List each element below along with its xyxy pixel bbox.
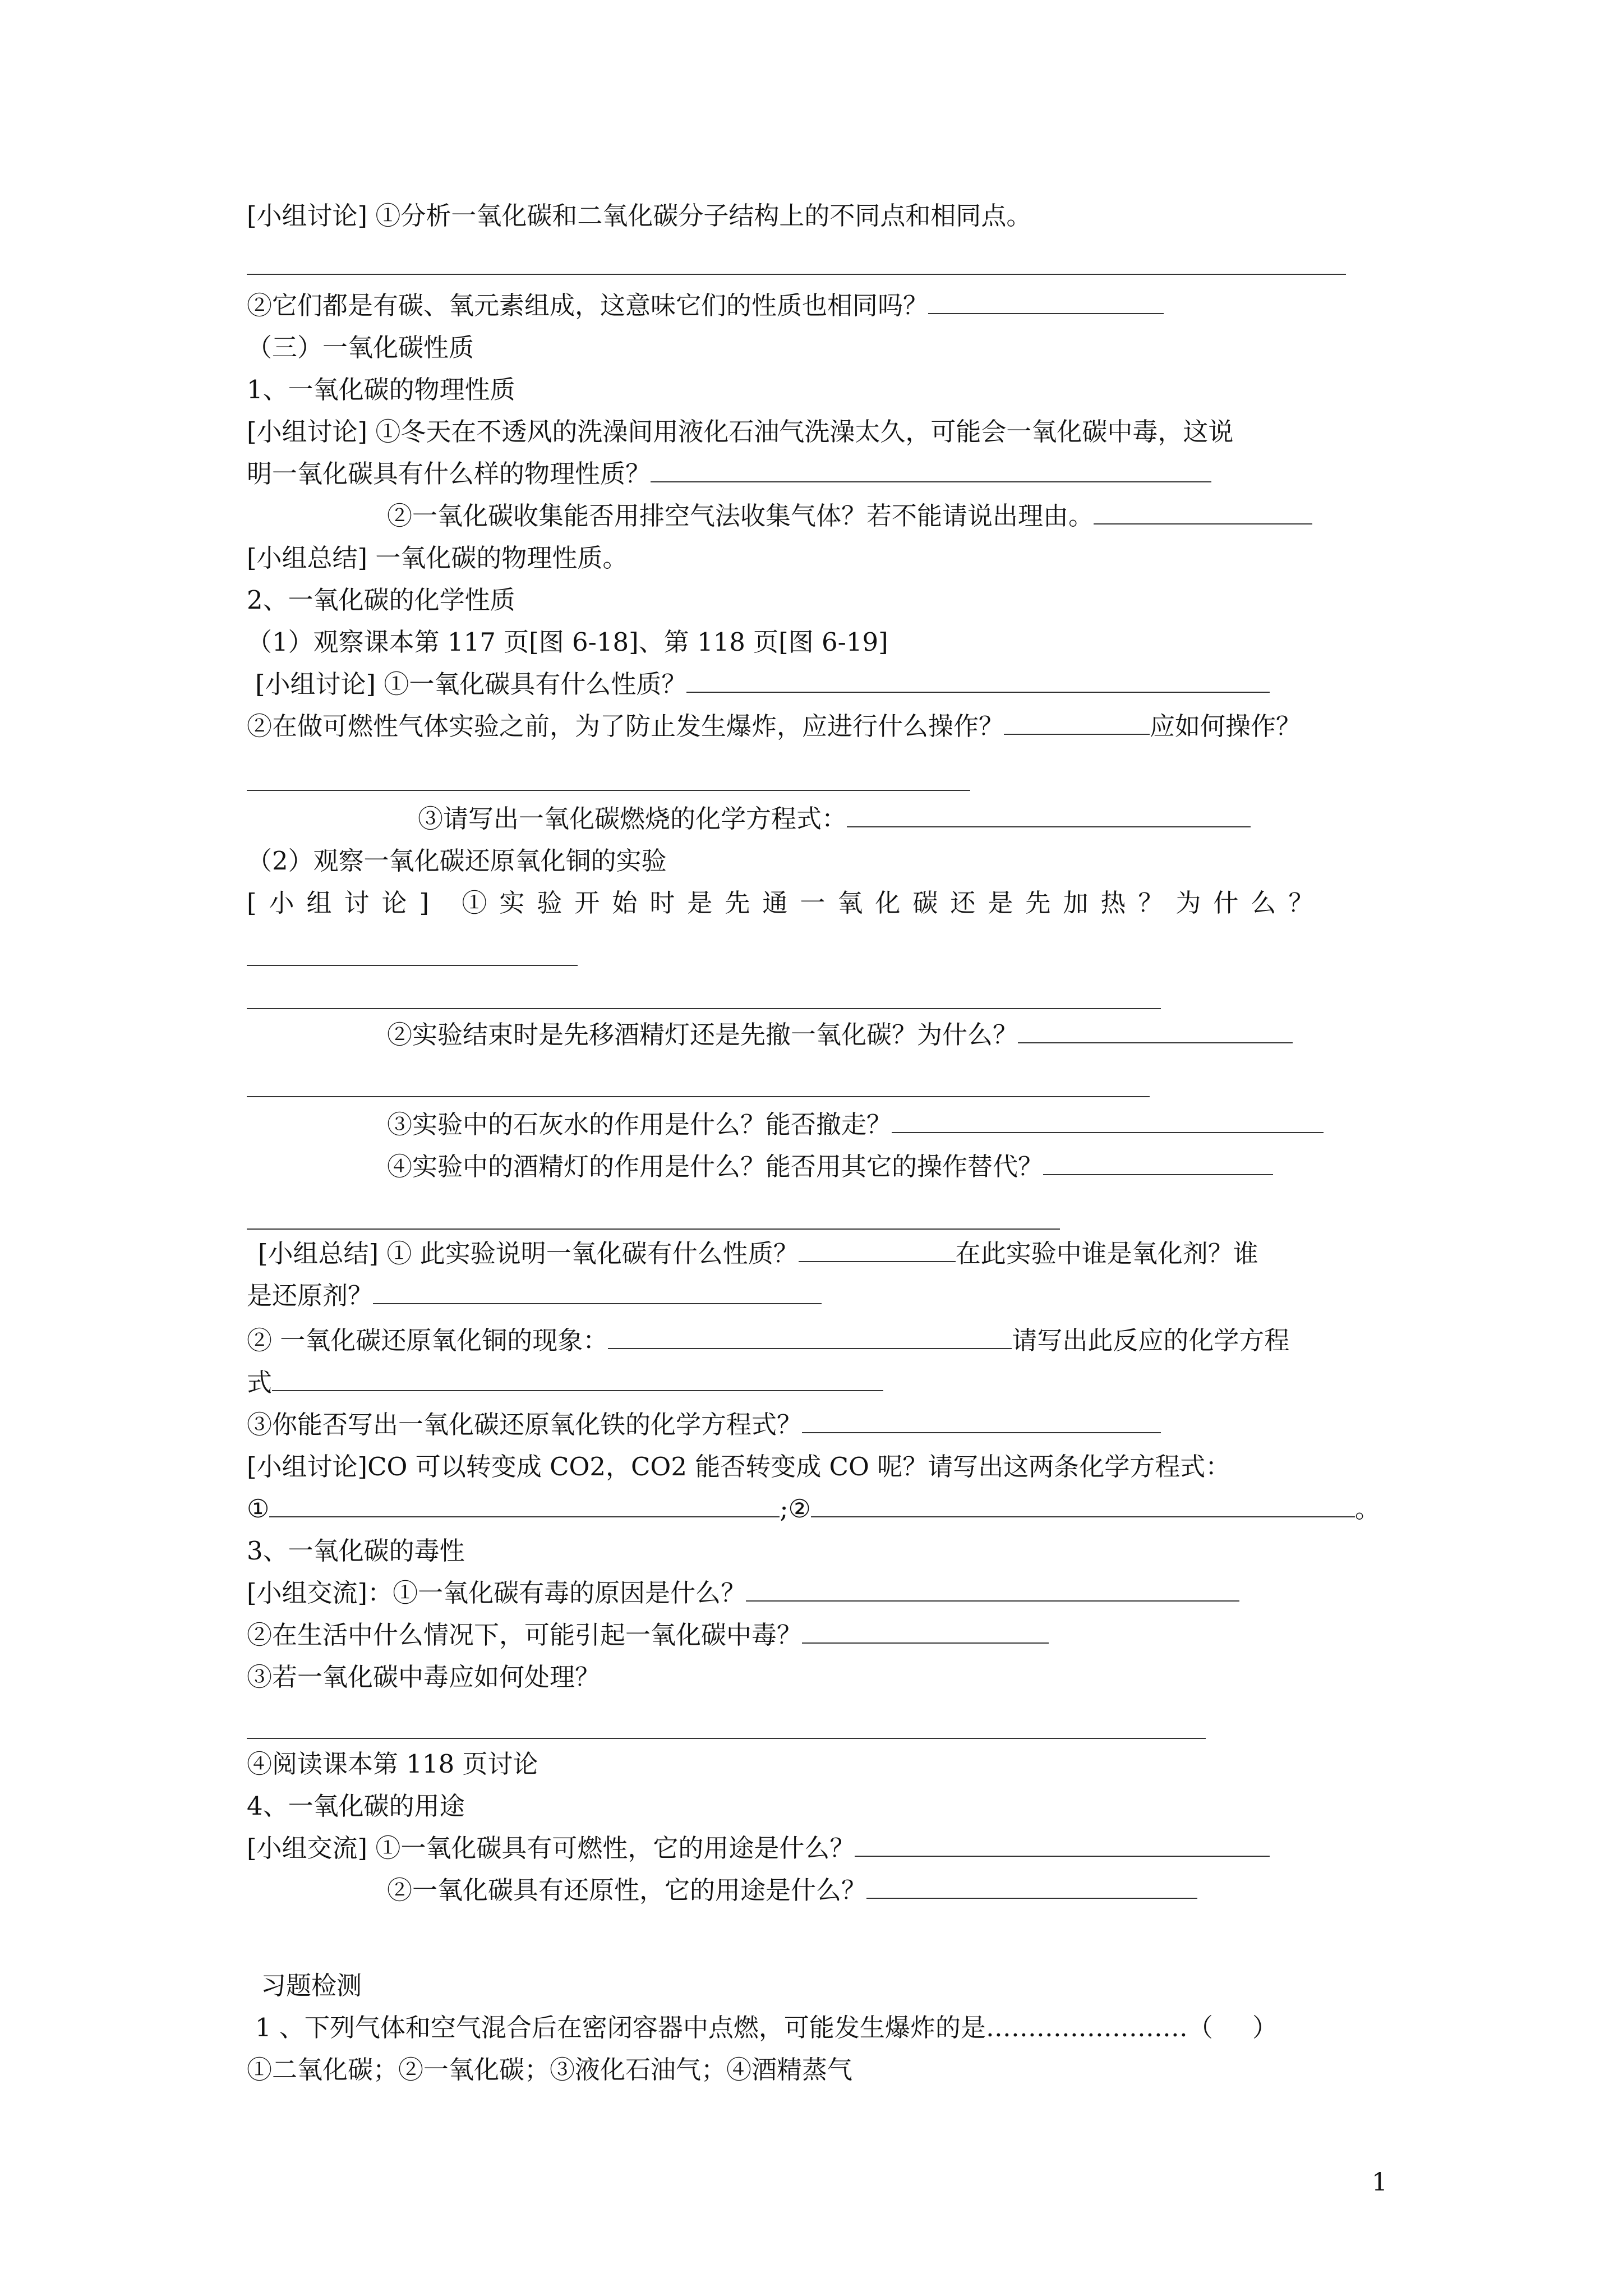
answer-blank[interactable]	[799, 1239, 956, 1262]
answer-blank[interactable]	[928, 291, 1164, 314]
answer-line[interactable]	[247, 1096, 1150, 1097]
exchange-combustibility-use: [小组交流] ①一氧化碳具有可燃性，它的用途是什么？	[247, 1832, 1270, 1865]
exchange-toxicity-cause: [小组交流]：①一氧化碳有毒的原因是什么？	[247, 1576, 1239, 1610]
exercise-question-1: 1 、下列气体和空气混合后在密闭容器中点燃，可能发生爆炸的是……………………（ ）	[255, 2013, 1278, 2042]
discussion-explosion-prevention: ②在做可燃性气体实验之前，为了防止发生爆炸，应进行什么操作？ 应如何操作？	[247, 711, 1302, 741]
discussion-lamp-role: ④实验中的酒精灯的作用是什么？能否用其它的操作替代？	[387, 1150, 1273, 1184]
answer-blank[interactable]	[373, 1281, 822, 1304]
exercise-heading: 习题检测	[261, 1971, 362, 2000]
answer-blank[interactable]	[686, 669, 1270, 693]
answer-blank[interactable]	[1004, 711, 1150, 735]
observe-textbook-figures: （1）观察课本第 117 页[图 6-18]、第 118 页[图 6-19]	[247, 627, 888, 657]
answer-blank[interactable]	[269, 1494, 780, 1517]
answer-line[interactable]	[247, 274, 1346, 275]
subsection-toxicity: 3、一氧化碳的毒性	[247, 1536, 465, 1566]
section-heading-co-properties: （三）一氧化碳性质	[247, 333, 474, 362]
answer-line[interactable]	[247, 1228, 1060, 1230]
exchange-poisoning-situation: ②在生活中什么情况下，可能引起一氧化碳中毒？	[247, 1618, 1049, 1652]
reduction-equation-line: 式	[247, 1366, 883, 1400]
iron-oxide-equation-line: ③你能否写出一氧化碳还原氧化铁的化学方程式？	[247, 1408, 1161, 1442]
exercise-question-1-options: ①二氧化碳；②一氧化碳；③液化石油气；④酒精蒸气	[247, 2055, 853, 2085]
discussion-combustion-equation: ③请写出一氧化碳燃烧的化学方程式：	[418, 802, 1251, 836]
answer-blank[interactable]	[855, 1833, 1270, 1857]
summary-reducing-agent: 是还原剂？	[247, 1279, 822, 1313]
read-textbook-discussion: ④阅读课本第 118 页讨论	[247, 1749, 538, 1779]
discussion-structure-line: [小组讨论] ①分析一氧化碳和二氧化碳分子结构上的不同点和相同点。	[247, 201, 1032, 231]
subsection-chemical-properties: 2、一氧化碳的化学性质	[247, 585, 515, 615]
subsection-uses: 4、一氧化碳的用途	[247, 1791, 465, 1821]
reduction-phenomenon-line: ② 一氧化碳还原氧化铜的现象： 请写出此反应的化学方程	[247, 1326, 1290, 1355]
answer-blank[interactable]	[802, 1620, 1049, 1644]
observe-reduction-experiment: （2）观察一氧化碳还原氧化铜的实验	[247, 846, 667, 876]
answer-line[interactable]	[247, 790, 970, 791]
answer-blank[interactable]	[651, 459, 1211, 482]
answer-blank[interactable]	[746, 1578, 1239, 1602]
discussion-properties-line: ②它们都是有碳、氧元素组成，这意味它们的性质也相同吗？	[247, 289, 1164, 323]
exchange-reducibility-use: ②一氧化碳具有还原性，它的用途是什么？	[387, 1874, 1197, 1907]
summary-experiment-property: [小组总结] ① 此实验说明一氧化碳有什么性质？ 在此实验中谁是氧化剂？谁	[258, 1239, 1258, 1268]
answer-line[interactable]	[247, 965, 578, 966]
answer-blank[interactable]	[1018, 1020, 1293, 1043]
answer-line[interactable]	[247, 1008, 1161, 1009]
summary-physical-properties: [小组总结] 一氧化碳的物理性质。	[247, 543, 628, 573]
discussion-poisoning-line: [小组讨论] ①冬天在不透风的洗澡间用液化石油气洗澡太久，可能会一氧化碳中毒，这说	[247, 417, 1234, 447]
answer-blank[interactable]	[1043, 1152, 1273, 1175]
answer-blank[interactable]	[1094, 501, 1312, 524]
discussion-chemical-property: [小组讨论] ①一氧化碳具有什么性质？	[255, 668, 1270, 701]
discussion-experiment-end: ②实验结束时是先移酒精灯还是先撤一氧化碳？为什么？	[387, 1018, 1293, 1052]
answer-blank[interactable]	[272, 1368, 883, 1391]
discussion-limewater-role: ③实验中的石灰水的作用是什么？能否撤走？	[387, 1108, 1324, 1142]
answer-blank[interactable]	[608, 1326, 1012, 1349]
answer-blank[interactable]	[866, 1875, 1197, 1899]
answer-blank[interactable]	[811, 1494, 1355, 1517]
answer-blank[interactable]	[802, 1410, 1161, 1433]
discussion-physical-question: 明一氧化碳具有什么样的物理性质？	[247, 457, 1211, 491]
exchange-poisoning-treatment: ③若一氧化碳中毒应如何处理？	[247, 1662, 601, 1692]
discussion-co-co2-conversion: [小组讨论]CO 可以转变成 CO2，CO2 能否转变成 CO 呢？请写出这两条化学方程式：	[247, 1452, 1231, 1481]
answer-blank[interactable]	[847, 804, 1251, 827]
answer-blank[interactable]	[892, 1110, 1324, 1133]
conversion-equations-line: ① ;② 。	[247, 1494, 1380, 1524]
page-number: 1	[1372, 2168, 1387, 2197]
answer-line[interactable]	[247, 1738, 1206, 1739]
discussion-experiment-start: [小组讨论] ①实验开始时是先通一氧化碳还是先加热？为什么？	[247, 888, 1326, 918]
subsection-physical-properties: 1、一氧化碳的物理性质	[247, 375, 515, 404]
discussion-collection-question: ②一氧化碳收集能否用排空气法收集气体？若不能请说出理由。	[387, 499, 1312, 533]
